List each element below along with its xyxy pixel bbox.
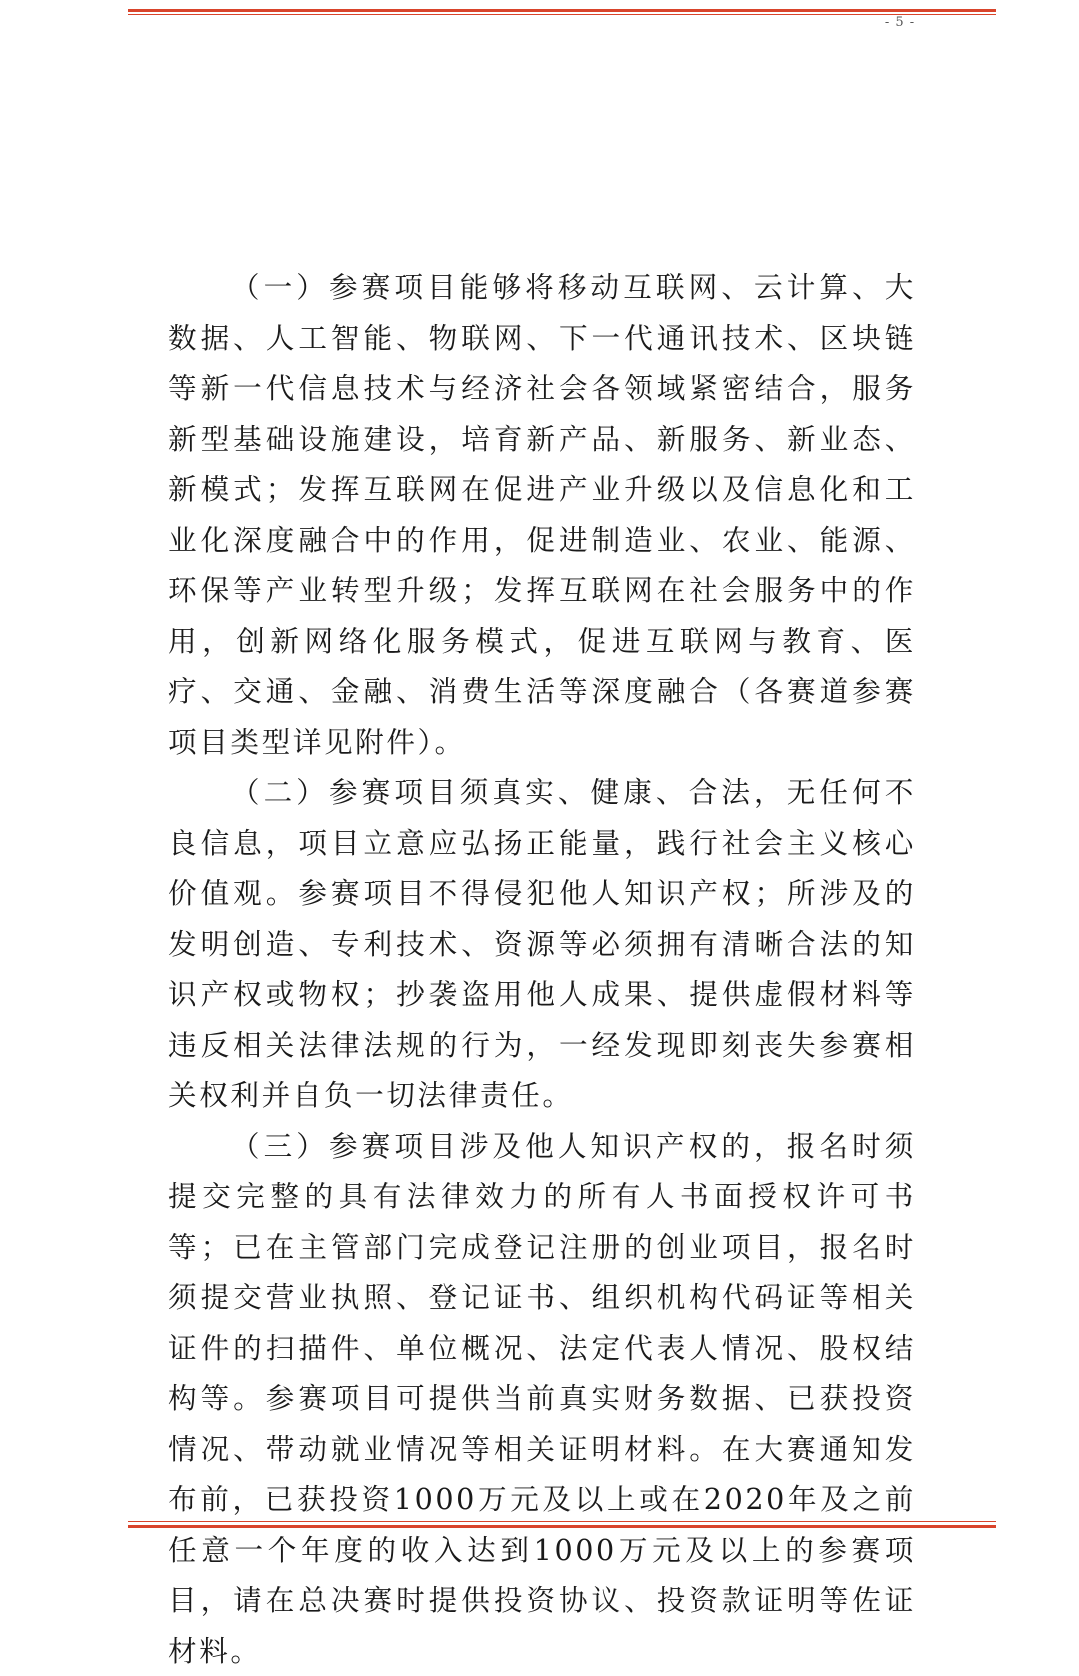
paragraph-2: （二）参赛项目须真实、健康、合法，无任何不良信息，项目立意应弘扬正能量，践行社会主义核心价值观。参赛项目不得侵犯他人知识产权；所涉及的发明创造、专利技术、资源等必须拥有清晰合法的知识产权或物权；抄袭盗用他人成果、提供虚假材料等违反相关法律法规的行为，一经发现即刻丧失参赛相关权利并自负一切法律责任。: [168, 767, 916, 1121]
header-rule-thick: [128, 9, 996, 12]
footer-rule-thick: [128, 1525, 996, 1528]
paragraph-1: （一）参赛项目能够将移动互联网、云计算、大数据、人工智能、物联网、下一代通讯技术、区块链等新一代信息技术与经济社会各领域紧密结合，服务新型基础设施建设，培育新产品、新服务、新业态、新模式；发挥互联网在促进产业升级以及信息化和工业化深度融合中的作用，促进制造业、农业、能源、环保等产业转型升级；发挥互联网在社会服务中的作用，创新网络化服务模式，促进互联网与教育、医疗、交通、金融、消费生活等深度融合（各赛道参赛项目类型详见附件）。: [168, 262, 916, 767]
footer-rule-thin: [128, 1521, 996, 1522]
paragraph-3: （三）参赛项目涉及他人知识产权的，报名时须提交完整的具有法律效力的所有人书面授权许可书等；已在主管部门完成登记注册的创业项目，报名时须提交营业执照、登记证书、组织机构代码证等相关证件的扫描件、单位概况、法定代表人情况、股权结构等。参赛项目可提供当前真实财务数据、已获投资情况、带动就业情况等相关证明材料。在大赛通知发布前，已获投资1000万元及以上或在2020年及之前任意一个年度的收入达到1000万元及以上的参赛项目，请在总决赛时提供投资协议、投资款证明等佐证材料。: [168, 1121, 916, 1676]
page-number: - 5 -: [870, 15, 930, 30]
header-rule-thin: [128, 14, 996, 15]
document-body: [168, 262, 916, 1676]
